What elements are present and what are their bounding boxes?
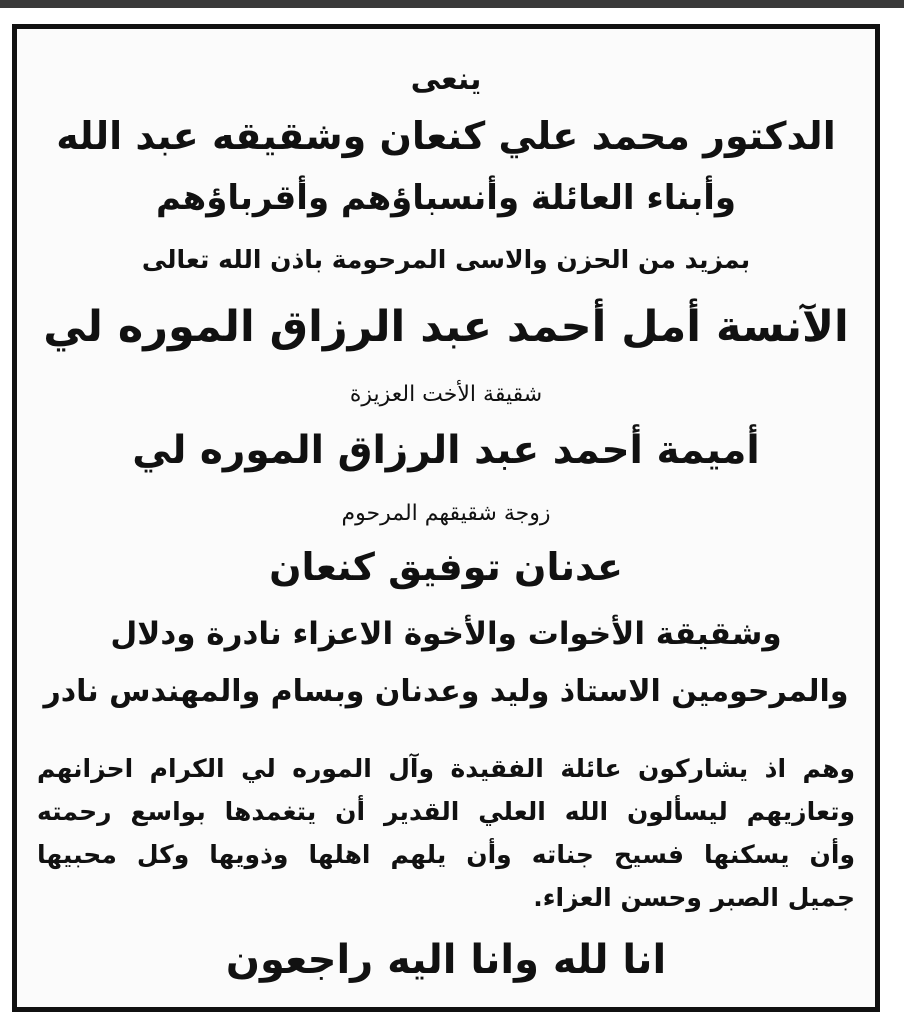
sister-name: أميمة أحمد عبد الرزاق الموره لي: [132, 428, 760, 473]
obituary-text-block: [37, 29, 855, 1007]
top-status-strip: [0, 0, 904, 8]
notice-header: ينعى: [410, 62, 482, 97]
condolence-line-2: وتعازيهم ليسألون الله العلي القدير أن يتغمدها بواسع رحمته: [37, 797, 855, 826]
deceased-brothers-line: والمرحومين الاستاذ وليد وعدنان وبسام والمهندس نادر: [43, 674, 849, 709]
siblings-line: وشقيقة الأخوات والأخوة الاعزاء نادرة ودلال: [110, 616, 782, 652]
mourners-line-2: وأبناء العائلة وأنسباؤهم وأقرباؤهم: [155, 178, 736, 218]
mourners-line-1: الدكتور محمد علي كنعان وشقيقه عبد الله: [56, 114, 836, 158]
sister-label: شقيقة الأخت العزيزة: [349, 382, 543, 407]
condolence-line-4: جميل الصبر وحسن العزاء.: [533, 883, 855, 912]
deceased-name: الآنسة أمل أحمد عبد الرزاق الموره لي: [43, 302, 849, 352]
condolence-line-3: وأن يسكنها فسيح جناته وأن يلهم اهلها وذويها وكل محبيها: [37, 840, 855, 869]
intro-line: بمزيد من الحزن والاسى المرحومة باذن الله تعالى: [141, 245, 751, 274]
obituary-notice-frame: [12, 24, 880, 1012]
husband-name: عدنان توفيق كنعان: [269, 545, 623, 589]
condolence-line-1: وهم اذ يشاركون عائلة الفقيدة وآل الموره لي الكرام احزانهم: [37, 754, 855, 783]
closing-verse: انا لله وانا اليه راجعون: [225, 937, 667, 983]
wife-label: زوجة شقيقهم المرحوم: [341, 501, 551, 526]
